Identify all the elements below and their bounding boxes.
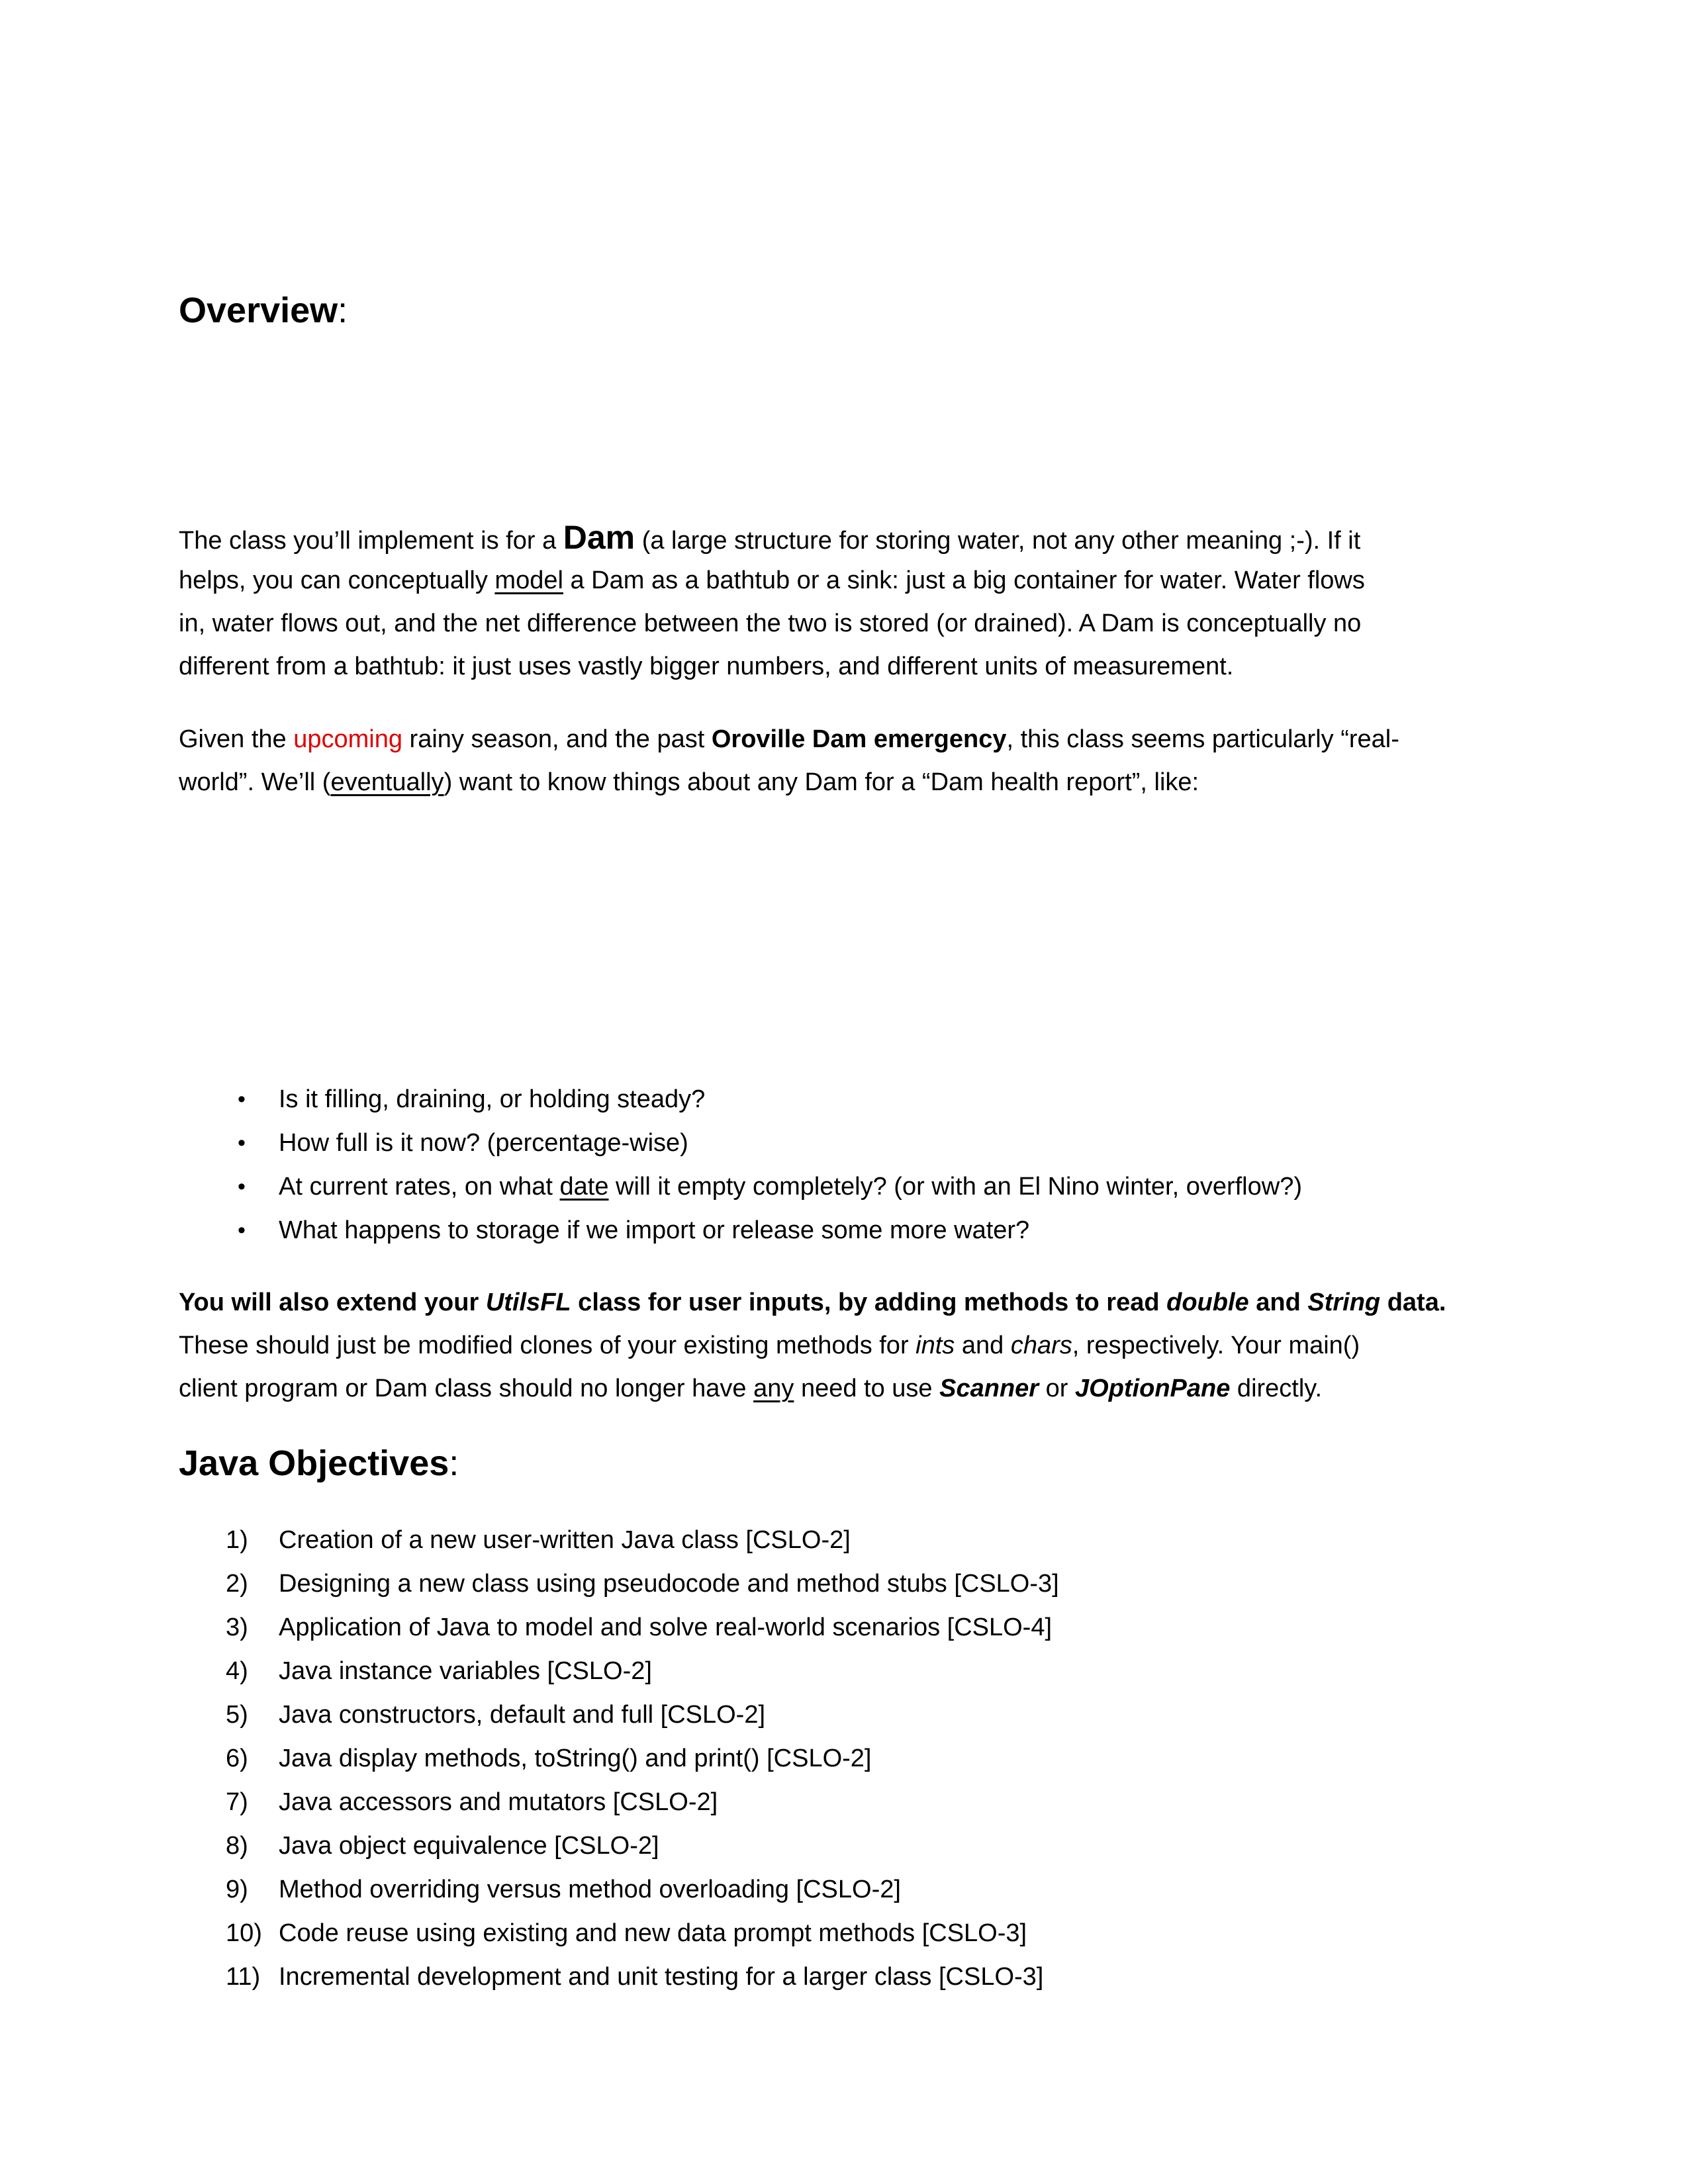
text-run: ) want to know things about any Dam for a “Dam health report”, like:	[444, 768, 1199, 796]
list-number: 3)	[226, 1614, 248, 1641]
objective-item	[226, 1911, 1059, 1955]
objective-item	[226, 1737, 1059, 1780]
objective-text: Creation of a new user-written Java class [CSLO-2]	[279, 1526, 851, 1554]
emphasized-text: ints	[915, 1332, 955, 1359]
overview-heading	[179, 290, 348, 331]
objective-item	[226, 1649, 1059, 1693]
text-run: , respectively. Your main()	[1072, 1332, 1360, 1359]
text-line	[179, 1367, 1446, 1410]
objective-item	[226, 1955, 1059, 1999]
objective-text: Java instance variables [CSLO-2]	[279, 1657, 652, 1685]
text-run: need to use	[794, 1375, 940, 1402]
heading-text: Overview	[179, 291, 338, 330]
text-line	[179, 645, 1365, 688]
list-number: 5)	[226, 1701, 248, 1729]
objective-item	[226, 1606, 1059, 1649]
text-run: The class you’ll implement is for a	[179, 527, 563, 555]
objective-text: Java accessors and mutators [CSLO-2]	[279, 1788, 718, 1816]
objective-text: Java constructors, default and full [CSLO-2]	[279, 1701, 766, 1729]
text-run: will it empty completely? (or with an El Nino winter, overflow?)	[608, 1173, 1302, 1201]
list-number: 8)	[226, 1832, 248, 1860]
underlined-text: eventually	[330, 768, 444, 796]
objective-text: Method overriding versus method overloading [CSLO-2]	[279, 1876, 901, 1903]
emphasized-text: double	[1166, 1289, 1249, 1316]
objective-text: Java display methods, toString() and print() [CSLO-2]	[279, 1745, 872, 1772]
objectives-heading	[179, 1443, 459, 1484]
text-run: What happens to storage if we import or release some more water?	[279, 1216, 1030, 1244]
list-number: 4)	[226, 1657, 248, 1685]
emphasized-text: JOptionPane	[1075, 1375, 1231, 1402]
text-line	[179, 602, 1365, 645]
heading-colon: :	[449, 1443, 459, 1483]
objective-item	[226, 1868, 1059, 1911]
bullet-item	[238, 1121, 1302, 1165]
health-report-list	[238, 1077, 1302, 1252]
intro-paragraph	[179, 516, 1365, 688]
text-run: Given the	[179, 725, 294, 753]
emphasized-text: You will also extend your	[179, 1289, 486, 1316]
objective-text: Designing a new class using pseudocode and method stubs [CSLO-3]	[279, 1570, 1059, 1598]
objective-text: Incremental development and unit testing for a larger class [CSLO-3]	[279, 1963, 1044, 1991]
highlighted-text: upcoming	[293, 725, 402, 753]
list-number: 10)	[226, 1919, 262, 1947]
heading-colon: :	[338, 291, 348, 330]
objective-item	[226, 1518, 1059, 1562]
emphasized-text: data.	[1380, 1289, 1446, 1316]
emphasized-text: Scanner	[939, 1375, 1039, 1402]
text-run: helps, you can conceptually	[179, 567, 495, 594]
objective-item	[226, 1562, 1059, 1606]
text-run: world”. We’ll (	[179, 768, 331, 796]
text-line	[179, 761, 1399, 804]
bullet-icon: •	[238, 1174, 246, 1199]
list-number: 7)	[226, 1788, 248, 1816]
bullet-item	[238, 1208, 1302, 1252]
objectives-list	[226, 1518, 1059, 1999]
text-run: a Dam as a bathtub or a sink: just a big container for water. Water flows	[563, 567, 1365, 594]
text-line	[179, 516, 1365, 559]
bullet-icon: •	[238, 1218, 246, 1243]
objective-text: Java object equivalence [CSLO-2]	[279, 1832, 659, 1860]
objective-item	[226, 1693, 1059, 1737]
underlined-text: any	[753, 1375, 794, 1402]
emphasized-text: Dam	[563, 519, 635, 556]
bullet-icon: •	[238, 1130, 246, 1156]
text-run: At current rates, on what	[279, 1173, 560, 1201]
text-run: , this class seems particularly “real-	[1006, 725, 1399, 753]
text-run: or	[1039, 1375, 1075, 1402]
text-run: and	[955, 1332, 1011, 1359]
context-paragraph	[179, 718, 1399, 804]
heading-text: Java Objectives	[179, 1443, 449, 1483]
text-run: These should just be modified clones of your existing methods for	[179, 1332, 916, 1359]
text-run: Is it filling, draining, or holding steady?	[279, 1085, 706, 1113]
text-run: directly.	[1230, 1375, 1323, 1402]
list-number: 2)	[226, 1570, 248, 1598]
emphasized-text: class for user inputs, by adding methods to read	[571, 1289, 1167, 1316]
underlined-text: date	[559, 1173, 609, 1201]
text-run: in, water flows out, and the net difference between the two is stored (or drained). A Dam is conceptually no	[179, 610, 1362, 637]
text-line	[179, 559, 1365, 602]
objective-item	[226, 1780, 1059, 1824]
text-run: rainy season, and the past	[402, 725, 712, 753]
text-run: (a large structure for storing water, not any other meaning ;-). If it	[635, 527, 1361, 555]
underlined-text: model	[494, 567, 563, 594]
list-number: 1)	[226, 1526, 248, 1554]
list-number: 9)	[226, 1876, 248, 1903]
text-run: different from a bathtub: it just uses vastly bigger numbers, and different units of measurement.	[179, 653, 1234, 680]
list-number: 6)	[226, 1745, 248, 1772]
emphasized-text: UtilsFL	[485, 1289, 571, 1316]
bullet-item	[238, 1165, 1302, 1208]
text-run: client program or Dam class should no longer have	[179, 1375, 754, 1402]
utils-paragraph	[179, 1281, 1446, 1410]
text-line	[179, 718, 1399, 761]
objective-text: Application of Java to model and solve real-world scenarios [CSLO-4]	[279, 1614, 1053, 1641]
text-run: How full is it now? (percentage-wise)	[279, 1129, 688, 1157]
emphasized-text: chars	[1010, 1332, 1072, 1359]
text-line	[179, 1281, 1446, 1324]
bullet-icon: •	[238, 1087, 246, 1112]
emphasized-text: and	[1248, 1289, 1308, 1316]
emphasized-text: String	[1307, 1289, 1381, 1316]
objective-item	[226, 1824, 1059, 1868]
bullet-item	[238, 1077, 1302, 1121]
text-line	[179, 1324, 1446, 1367]
objective-text: Code reuse using existing and new data prompt methods [CSLO-3]	[279, 1919, 1027, 1947]
list-number: 11)	[226, 1963, 261, 1991]
emphasized-text: Oroville Dam emergency	[711, 725, 1007, 753]
